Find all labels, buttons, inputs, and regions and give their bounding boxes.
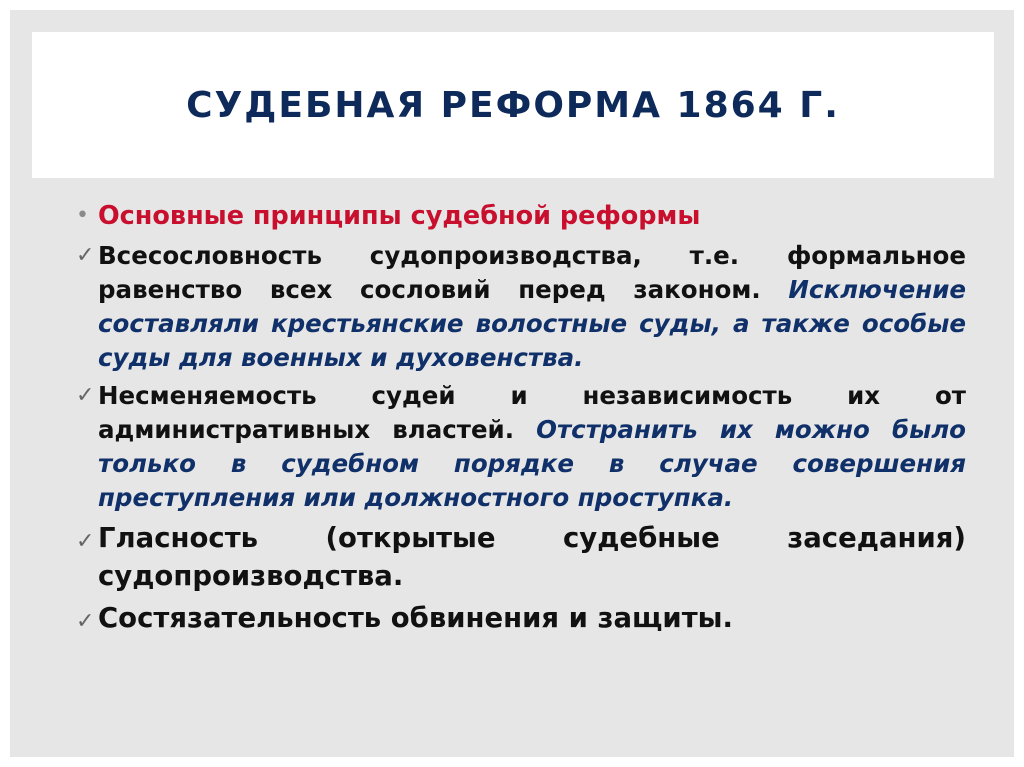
principle-item <box>76 239 966 375</box>
checkmark-icon: ✓ <box>76 609 95 634</box>
principle-note: Исключение составляли крестьянские волостные суды, а также особые суды для военных и духовенства. <box>98 275 966 372</box>
slide <box>10 10 1014 757</box>
principle-text: Состязательность обвинения и защиты. <box>98 602 733 634</box>
principle-item <box>76 599 966 637</box>
principle-item <box>76 519 966 595</box>
principles-heading <box>76 199 966 233</box>
principle-text: Несменяемость судей и независимость их от административных властей. <box>98 381 966 444</box>
checkmark-icon: ✓ <box>76 243 95 268</box>
checkmark-icon: ✓ <box>76 529 95 554</box>
title-box <box>32 32 994 178</box>
principle-item <box>76 379 966 515</box>
heading-text: Основные принципы судебной реформы <box>98 201 701 231</box>
checkmark-icon: ✓ <box>76 383 95 408</box>
principle-text: Всесословность судопроизводства, т.е. формальное равенство всех сословий перед законом. <box>98 241 966 304</box>
principle-text: Гласность (открытые судебные заседания) судопроизводства. <box>98 522 966 592</box>
slide-content <box>76 199 966 641</box>
principle-note: Отстранить их можно было только в судебном порядке в случае совершения преступления или должностного проступка. <box>98 415 967 512</box>
slide-title: СУДЕБНАЯ РЕФОРМА 1864 Г. <box>186 84 840 126</box>
bullet-dot-icon: • <box>76 203 89 228</box>
